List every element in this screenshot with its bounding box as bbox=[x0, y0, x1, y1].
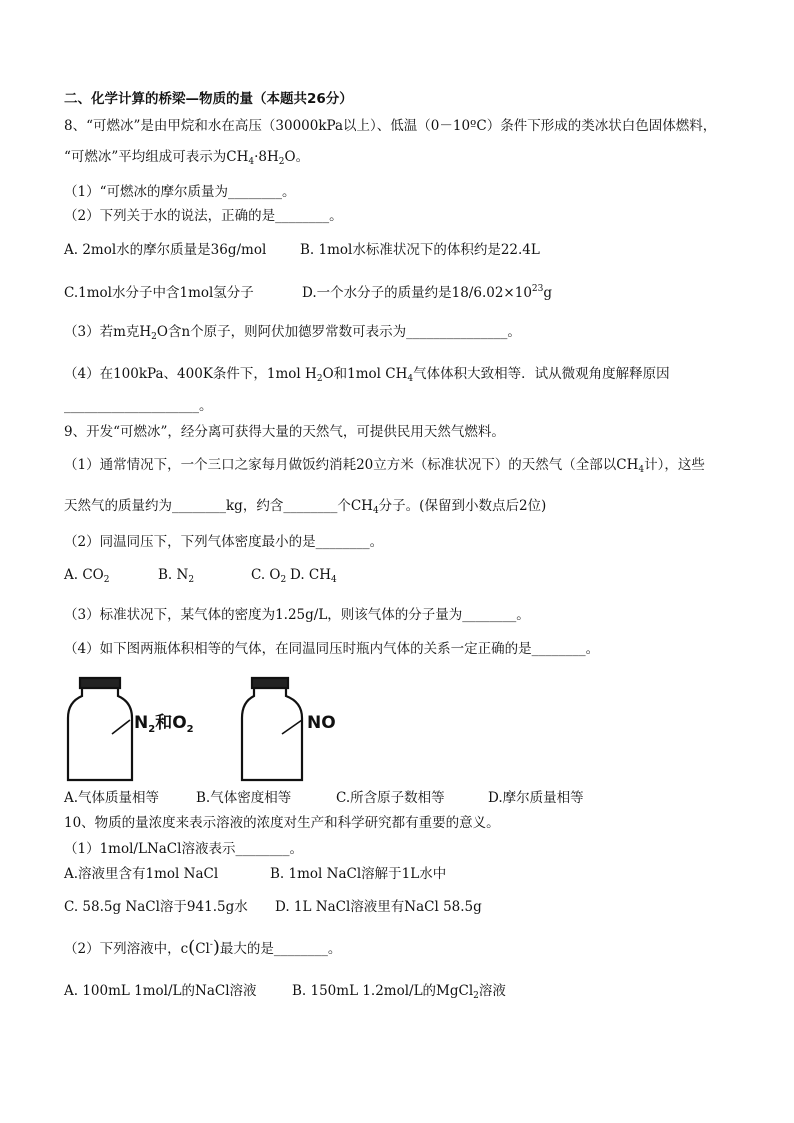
gas-bottles-figure bbox=[60, 676, 400, 786]
q10-option-b: B. 1mol NaCl溶解于1L水中 bbox=[270, 866, 447, 882]
q8-stem-line1: 8、“可燃冰”是由甲烷和水在高压（30000kPa以上）、低温（0－10ºC）条件下形成的类冰状白色固体燃料， bbox=[64, 118, 717, 134]
q10-option-a: A.溶液里含有1mol NaCl bbox=[64, 866, 219, 882]
bottle-right-label: NO bbox=[307, 713, 336, 733]
q9-4-option-a: A.气体质量相等 bbox=[64, 790, 160, 806]
bottle-left-label: $N_2$和$O_2$ bbox=[134, 713, 194, 735]
q8-part1: （1）“可燃冰的摩尔质量为________。 bbox=[64, 184, 296, 200]
q8-part3: （3）若m克$H_2O$含n个原子，则阿伏加德罗常数可表示为_______________。 bbox=[64, 324, 521, 342]
q9-part1-line2: 天然气的质量约为________kg，约含________个$CH_4$分子。(保留到小数点后2位) bbox=[64, 498, 547, 516]
q9-part2: （2）同温同压下，下列气体密度最小的是________。 bbox=[64, 534, 384, 550]
q9-part4: （4）如下图两瓶体积相等的气体，在同温同压时瓶内气体的关系一定正确的是________。 bbox=[64, 641, 600, 657]
q8-option-d: D.一个水分子的质量约是$18/6.02\times 10^{23}g$ bbox=[302, 284, 553, 301]
q9-option-c: C. $O_2$ bbox=[251, 567, 287, 585]
q9-part1-line1: （1）通常情况下，一个三口之家每月做饭约消耗20立方米（标准状况下）的天然气（全部以$CH_4$计），这些 bbox=[64, 457, 705, 475]
q9-option-d: D. $CH_4$ bbox=[290, 567, 337, 585]
q9-option-a: A. $CO_2$ bbox=[64, 567, 110, 585]
q9-part3: （3）标准状况下，某气体的密度为1.25g/L，则该气体的分子量为________。 bbox=[64, 607, 530, 623]
q8-part2: （2）下列关于水的说法，正确的是________。 bbox=[64, 208, 343, 224]
q10-stem: 10、物质的量浓度来表示溶液的浓度对生产和科学研究都有重要的意义。 bbox=[64, 815, 500, 831]
q9-4-option-b: B.气体密度相等 bbox=[196, 790, 292, 806]
bottle-left bbox=[68, 678, 132, 780]
q10-part2: （2）下列溶液中，c(Cl-)最大的是________。 bbox=[64, 937, 342, 958]
section-title: 二、化学计算的桥梁—物质的量（本题共26分） bbox=[64, 91, 353, 107]
q10-option-d: D. 1L NaCl溶液里有NaCl 58.5g bbox=[275, 899, 482, 915]
q10-2-option-a: A. 100mL 1mol/L的NaCl溶液 bbox=[64, 983, 257, 999]
q9-4-option-d: D.摩尔质量相等 bbox=[488, 790, 584, 806]
q8-option-b: B. 1mol水标准状况下的体积约是22.4L bbox=[300, 242, 540, 258]
q8-option-a: A. 2mol水的摩尔质量是36g/mol bbox=[64, 242, 267, 258]
q10-part1: （1）1mol/LNaCl溶液表示________。 bbox=[64, 841, 303, 857]
bottle-right bbox=[242, 678, 302, 780]
q9-stem: 9、开发“可燃冰”，经分离可获得大量的天然气，可提供民用天然气燃料。 bbox=[64, 424, 505, 440]
q8-part4: （4）在100kPa、400K条件下，1mol $H_2O$和1mol $CH_4$气体体积大致相等．试从微观角度解释原因 bbox=[64, 366, 670, 384]
q10-option-c: C. 58.5g NaCl溶于941.5g水 bbox=[64, 899, 248, 915]
q8-part4-blank: ____________________。 bbox=[64, 398, 213, 414]
q9-4-option-c: C.所含原子数相等 bbox=[336, 790, 445, 806]
q8-option-c: C.1mol水分子中含1mol氢分子 bbox=[64, 285, 254, 301]
q8-stem-line2: “可燃冰”平均组成可表示为$CH_4\cdot 8H_2O$。 bbox=[64, 149, 310, 167]
q10-2-option-b: B. 150mL 1.2mol/L的MgCl$_2$溶液 bbox=[292, 983, 506, 1001]
q9-option-b: B. $N_2$ bbox=[158, 567, 195, 585]
